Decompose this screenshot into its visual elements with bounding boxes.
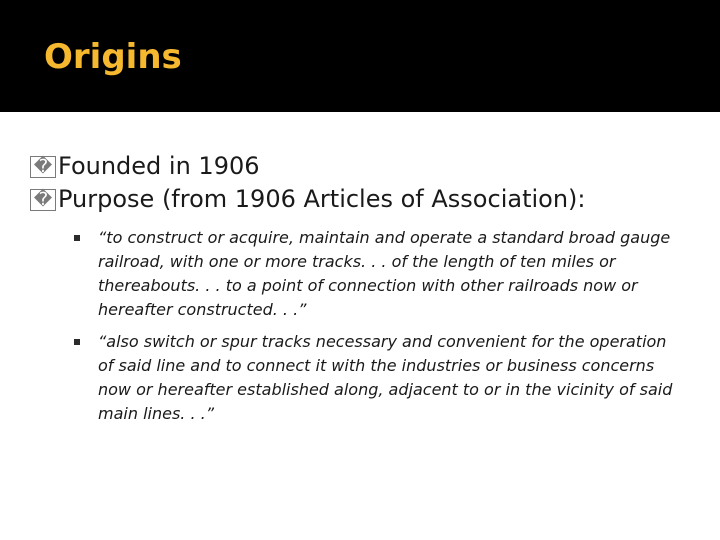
sub-bullet-text: “also switch or spur tracks necessary and convenient for the operation of said line and to connect it with the industries or business concerns now or hereafter established along, adjacent to or in the vicinity of said main lines. . .” bbox=[98, 332, 673, 423]
bullet-founded bbox=[30, 150, 690, 183]
sub-bullet-construct bbox=[74, 226, 690, 322]
bullet-purpose bbox=[30, 183, 690, 216]
square-bullet-icon bbox=[74, 339, 80, 345]
bullet-text: Purpose (from 1906 Articles of Association): bbox=[58, 185, 586, 213]
slide-content bbox=[30, 150, 690, 434]
sub-bullet-switch bbox=[74, 330, 690, 426]
slide-title: Origins bbox=[44, 37, 182, 77]
bullet-text: Founded in 1906 bbox=[58, 152, 260, 180]
missing-glyph-bullet-icon: � bbox=[30, 156, 56, 178]
sub-bullet-text: “to construct or acquire, maintain and operate a standard broad gauge railroad, with one or more tracks. . . of the length of ten miles or thereabouts. . . to a point of connection with other railroads now or hereafter constructed. . .” bbox=[98, 228, 671, 319]
sub-bullet-list bbox=[30, 226, 690, 426]
missing-glyph-bullet-icon: � bbox=[30, 189, 56, 211]
title-bar bbox=[0, 0, 720, 112]
square-bullet-icon bbox=[74, 235, 80, 241]
